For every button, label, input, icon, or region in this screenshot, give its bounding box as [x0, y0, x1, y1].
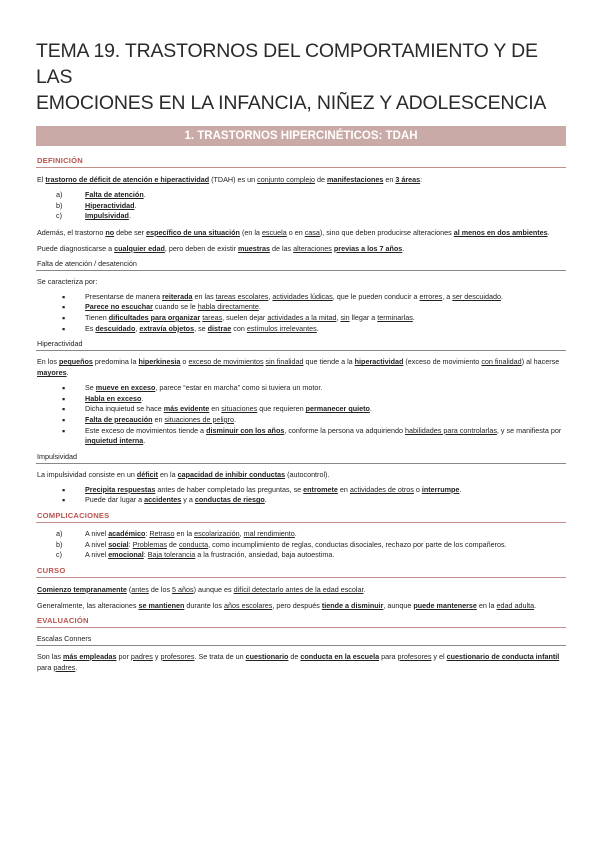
emphasis-text: académico: [108, 528, 146, 538]
text-run: Este exceso de movimientos tiende a: [85, 425, 207, 435]
curso-paragraph-2: [36, 600, 566, 611]
text-run: , y se manifiesta por: [496, 425, 562, 435]
text-run: A nivel: [85, 550, 109, 560]
emphasis-text: conducta en la escuela: [300, 651, 380, 661]
text-run: .: [75, 662, 78, 672]
text-run: :: [143, 550, 148, 560]
emphasis-text: profesores: [160, 651, 195, 661]
text-run: que tiende a la: [303, 357, 355, 367]
bullet-icon: ▪: [62, 323, 66, 334]
text-run: El: [37, 175, 46, 184]
text-run: , conforme la persona va adquiriendo: [284, 425, 406, 435]
emphasis-text: no: [105, 227, 115, 237]
list-marker: c): [56, 550, 62, 560]
bullet-icon: ▪: [62, 495, 66, 506]
emphasis-text: Comienzo tempranamente: [37, 584, 127, 594]
emphasis-text: accidentes: [144, 495, 182, 505]
bullet-icon: ▪: [62, 484, 66, 495]
text-run: que requieren: [257, 404, 306, 414]
emphasis-text: actividades de otros: [349, 484, 414, 494]
text-run: , suelen dejar: [222, 312, 268, 322]
emphasis-text: Habla en exceso: [85, 393, 142, 403]
text-run: en: [209, 404, 222, 414]
text-run: (autocontrol).: [285, 469, 330, 479]
text-run: (TDAH) es un: [209, 175, 258, 184]
emphasis-text: errores: [419, 291, 443, 301]
curso-heading: CURSO: [36, 566, 566, 578]
emphasis-text: reiterada: [162, 291, 193, 301]
text-run: .: [363, 584, 366, 594]
emphasis-text: habla directamente: [197, 302, 259, 312]
list-item: [36, 302, 566, 313]
emphasis-text: actividades a la mitad: [267, 312, 337, 322]
text-run: .: [143, 190, 146, 199]
emphasis-text: Parece no escuchar: [85, 302, 153, 312]
emphasis-text: trastorno de déficit de atención e hiperactividad: [45, 175, 210, 184]
list-marker: a): [56, 190, 63, 199]
text-run: .: [258, 302, 261, 312]
definicion-paragraph-3: [36, 243, 566, 254]
list-item: [36, 201, 566, 212]
text-run: ), sino que deben producirse alteraciones: [319, 227, 454, 237]
text-run: de: [315, 175, 328, 184]
bullet-icon: ▪: [62, 291, 66, 302]
emphasis-text: mueve en exceso: [95, 383, 156, 393]
text-run: y: [152, 651, 161, 661]
definicion-paragraph-2: [36, 227, 566, 238]
emphasis-text: Baja tolerancia: [147, 550, 196, 560]
text-run: de los: [148, 584, 173, 594]
text-run: ) al hacerse: [521, 357, 560, 367]
text-run: :: [145, 528, 150, 538]
bullet-icon: ▪: [62, 312, 66, 323]
text-run: , que le pueden conducir a: [332, 291, 420, 301]
emphasis-text: 3 áreas: [395, 175, 421, 184]
text-run: y a: [181, 495, 195, 505]
evaluacion-paragraph: [36, 651, 566, 673]
impulsividad-list: [36, 485, 566, 506]
emphasis-text: situaciones de peligro: [164, 414, 235, 424]
emphasis-text: escolarización: [194, 528, 240, 538]
emphasis-text: tareas: [202, 312, 223, 322]
emphasis-text: mal rendimiento: [243, 528, 295, 538]
emphasis-text: más empleadas: [62, 651, 117, 661]
text-run: .: [234, 414, 237, 424]
text-run: en la: [476, 600, 497, 610]
evaluacion-heading: EVALUACIÓN: [36, 616, 566, 628]
text-run: ,: [239, 528, 244, 538]
list-marker: a): [56, 528, 63, 538]
text-run: de: [288, 651, 301, 661]
title-line-2: EMOCIONES EN LA INFANCIA, NIÑEZ Y ADOLESCENCIA: [36, 92, 547, 114]
list-item: [36, 415, 566, 426]
emphasis-text: cualquier edad: [114, 243, 165, 253]
emphasis-text: exceso de movimientos: [188, 357, 264, 367]
text-run: .: [369, 404, 372, 414]
text-run: ,: [135, 323, 140, 333]
list-item: [36, 426, 566, 447]
curso-paragraph-1: [36, 584, 566, 595]
emphasis-text: cuestionario de conducta infantil: [446, 651, 560, 661]
text-run: , se: [194, 323, 208, 333]
text-run: durante los: [184, 600, 224, 610]
text-run: por: [116, 651, 131, 661]
text-run: Es: [85, 323, 96, 333]
text-run: o en: [286, 227, 305, 237]
emphasis-text: emocional: [108, 550, 144, 560]
emphasis-text: extravía objetos: [139, 323, 195, 333]
falta-atencion-intro: Se caracteriza por:: [37, 276, 98, 286]
escalas-conners-heading: Escalas Conners: [36, 634, 566, 646]
emphasis-text: conductas de riesgo: [194, 495, 265, 505]
emphasis-text: sin finalidad: [265, 357, 304, 367]
emphasis-text: inquietud interna: [85, 436, 144, 446]
text-run: cuando se le: [152, 302, 198, 312]
text-run: para: [379, 651, 398, 661]
list-item: [36, 324, 566, 335]
text-run: de: [166, 539, 179, 549]
emphasis-text: conjunto complejo: [257, 175, 316, 184]
emphasis-text: Hiperactividad: [85, 200, 135, 210]
list-item: [36, 550, 566, 561]
emphasis-text: más evidente: [163, 404, 210, 414]
text-run: ,: [336, 312, 341, 322]
text-run: .: [501, 291, 503, 301]
emphasis-text: hiperkinesia: [138, 357, 181, 367]
list-item: [36, 485, 566, 496]
text-run: .: [141, 393, 144, 403]
text-run: Tienen: [85, 312, 109, 322]
text-run: (exceso de movimiento: [403, 357, 482, 367]
emphasis-text: distrae: [207, 323, 232, 333]
definicion-paragraph-1: [36, 174, 566, 185]
text-run: o: [180, 357, 189, 367]
emphasis-text: actividades lúdicas: [272, 291, 333, 301]
list-item: [36, 383, 566, 394]
text-run: , como incumplimiento de reglas, conductas disociales, rechazo por parte de los compañeros.: [208, 539, 507, 549]
text-run: . Se trata de un: [194, 651, 246, 661]
text-run: A nivel: [85, 539, 109, 549]
text-run: .: [128, 211, 131, 221]
areas-list: [36, 190, 566, 222]
emphasis-text: permanecer quieto: [305, 404, 370, 414]
text-run: en la: [174, 528, 195, 538]
emphasis-text: Falta de precaución: [85, 414, 153, 424]
emphasis-text: mayores: [37, 368, 67, 378]
hiperactividad-paragraph: [36, 356, 566, 378]
text-run: (en la: [239, 227, 262, 237]
bullet-icon: ▪: [62, 302, 66, 313]
list-marker: c): [56, 211, 62, 221]
text-run: debe ser: [114, 227, 147, 237]
emphasis-text: tareas escolares: [215, 291, 269, 301]
emphasis-text: Falta de atención: [85, 190, 144, 199]
text-run: en: [152, 414, 165, 424]
emphasis-text: al menos en dos ambientes: [453, 227, 548, 237]
emphasis-text: edad adulta: [496, 600, 535, 610]
emphasis-text: capacidad de inhibir conductas: [177, 469, 286, 479]
text-run: .: [66, 368, 69, 378]
text-run: antes de haber completado las preguntas, se: [155, 484, 304, 494]
text-run: Son las: [37, 651, 63, 661]
emphasis-text: específico de una situación: [146, 227, 240, 237]
text-run: .: [316, 323, 319, 333]
emphasis-text: Precipita respuestas: [85, 484, 156, 494]
text-run: En los: [37, 357, 59, 367]
falta-atencion-list: [36, 292, 566, 334]
emphasis-text: alteraciones: [293, 243, 332, 253]
text-run: :: [420, 175, 423, 184]
text-run: y el: [431, 651, 447, 661]
list-item: [36, 529, 566, 540]
emphasis-text: cuestionario: [245, 651, 289, 661]
text-run: , a: [442, 291, 453, 301]
list-item: [36, 540, 566, 551]
emphasis-text: difícil detectarlo antes de la edad escolar: [233, 584, 364, 594]
emphasis-text: muestras: [237, 243, 270, 253]
emphasis-text: terminarlas: [377, 312, 413, 322]
text-run: de las: [269, 243, 294, 253]
emphasis-text: previas a los 7 años: [333, 243, 403, 253]
text-run: en la: [158, 469, 178, 479]
emphasis-text: padres: [130, 651, 153, 661]
page-title: [36, 38, 566, 116]
text-run: .: [143, 436, 146, 446]
text-run: Dicha inquietud se hace: [85, 404, 164, 414]
emphasis-text: pequeños: [58, 357, 93, 367]
falta-atencion-heading: Falta de atención / desatención: [36, 259, 566, 271]
text-run: .: [264, 495, 267, 505]
text-run: .: [412, 312, 415, 322]
emphasis-text: descuidado: [95, 323, 136, 333]
emphasis-text: 5 años: [172, 584, 194, 594]
list-marker: b): [56, 539, 63, 549]
text-run: Puede dar lugar a: [85, 495, 145, 505]
emphasis-text: habilidades para controlarlas: [405, 425, 497, 435]
text-run: , parece “estar en marcha” como si tuviera un motor.: [155, 383, 323, 393]
text-run: en: [337, 484, 350, 494]
emphasis-text: se mantienen: [138, 600, 185, 610]
impulsividad-paragraph: [36, 469, 566, 480]
emphasis-text: años escolares: [223, 600, 273, 610]
text-run: ,: [268, 291, 273, 301]
hiperactividad-heading: Hiperactividad: [36, 339, 566, 351]
emphasis-text: entromete: [303, 484, 338, 494]
complicaciones-heading: COMPLICACIONES: [36, 511, 566, 523]
emphasis-text: déficit: [136, 469, 159, 479]
emphasis-text: situaciones: [221, 404, 258, 414]
list-item: [36, 190, 566, 201]
emphasis-text: antes: [131, 584, 149, 594]
emphasis-text: casa: [304, 227, 320, 237]
emphasis-text: social: [108, 539, 129, 549]
emphasis-text: Problemas: [132, 539, 167, 549]
text-run: .: [547, 227, 550, 237]
emphasis-text: puede mantenerse: [413, 600, 477, 610]
bullet-icon: ▪: [62, 414, 66, 425]
text-run: ) aunque es: [193, 584, 234, 594]
bullet-icon: ▪: [62, 393, 66, 404]
emphasis-text: con finalidad: [481, 357, 522, 367]
emphasis-text: conducta: [178, 539, 209, 549]
emphasis-text: estímulos irrelevantes: [246, 323, 317, 333]
list-item: [36, 211, 566, 222]
text-run: .: [534, 600, 537, 610]
text-run: , aunque: [383, 600, 414, 610]
emphasis-text: interrumpe: [421, 484, 460, 494]
list-marker: b): [56, 200, 63, 210]
emphasis-text: Retraso: [149, 528, 175, 538]
emphasis-text: tiende a disminuir: [321, 600, 384, 610]
bullet-icon: ▪: [62, 425, 66, 436]
emphasis-text: sin: [340, 312, 350, 322]
list-item: [36, 292, 566, 303]
text-run: , pero deben de existir: [164, 243, 238, 253]
list-item: [36, 404, 566, 415]
list-item: [36, 394, 566, 405]
text-run: con: [231, 323, 247, 333]
emphasis-text: ser descuidado: [452, 291, 501, 301]
text-run: La impulsividad consiste en un: [37, 469, 137, 479]
text-run: :: [128, 539, 133, 549]
list-item: [36, 495, 566, 506]
bullet-icon: ▪: [62, 404, 66, 415]
text-run: Puede diagnosticarse a: [37, 243, 115, 253]
text-run: A nivel: [85, 528, 109, 538]
text-run: .: [459, 484, 462, 494]
emphasis-text: profesores: [397, 651, 432, 661]
text-run: (: [126, 584, 132, 594]
text-run: en: [383, 175, 396, 184]
text-run: Se: [85, 383, 96, 393]
text-run: Generalmente, las alteraciones: [37, 600, 139, 610]
list-item: [36, 313, 566, 324]
text-run: Presentarse de manera: [85, 291, 163, 301]
impulsividad-heading: Impulsividad: [36, 452, 566, 464]
text-run: Además, el trastorno: [37, 227, 106, 237]
bullet-icon: ▪: [62, 383, 66, 394]
text-run: para: [37, 662, 54, 672]
emphasis-text: padres: [53, 662, 76, 672]
emphasis-text: Impulsividad: [85, 211, 129, 221]
text-run: a la frustración, ansiedad, baja autoestima.: [195, 550, 335, 560]
text-run: .: [294, 528, 297, 538]
hiperactividad-list: [36, 383, 566, 447]
definicion-heading: DEFINICIÓN: [36, 156, 566, 168]
complicaciones-list: [36, 529, 566, 561]
emphasis-text: manifestaciones: [327, 175, 384, 184]
text-run: , pero después: [272, 600, 322, 610]
emphasis-text: dificultades para organizar: [108, 312, 201, 322]
emphasis-text: disminuir con los años: [206, 425, 285, 435]
text-run: en las: [192, 291, 216, 301]
emphasis-text: hiperactividad: [354, 357, 404, 367]
title-line-1: TEMA 19. TRASTORNOS DEL COMPORTAMIENTO Y DE LAS: [36, 40, 538, 88]
text-run: .: [402, 243, 405, 253]
text-run: llegar a: [349, 312, 378, 322]
text-run: .: [134, 200, 137, 210]
text-run: predomina la: [92, 357, 139, 367]
emphasis-text: escuela: [261, 227, 287, 237]
section-banner: 1. TRASTORNOS HIPERCINÉTICOS: TDAH: [36, 126, 566, 146]
text-run: o: [413, 484, 422, 494]
